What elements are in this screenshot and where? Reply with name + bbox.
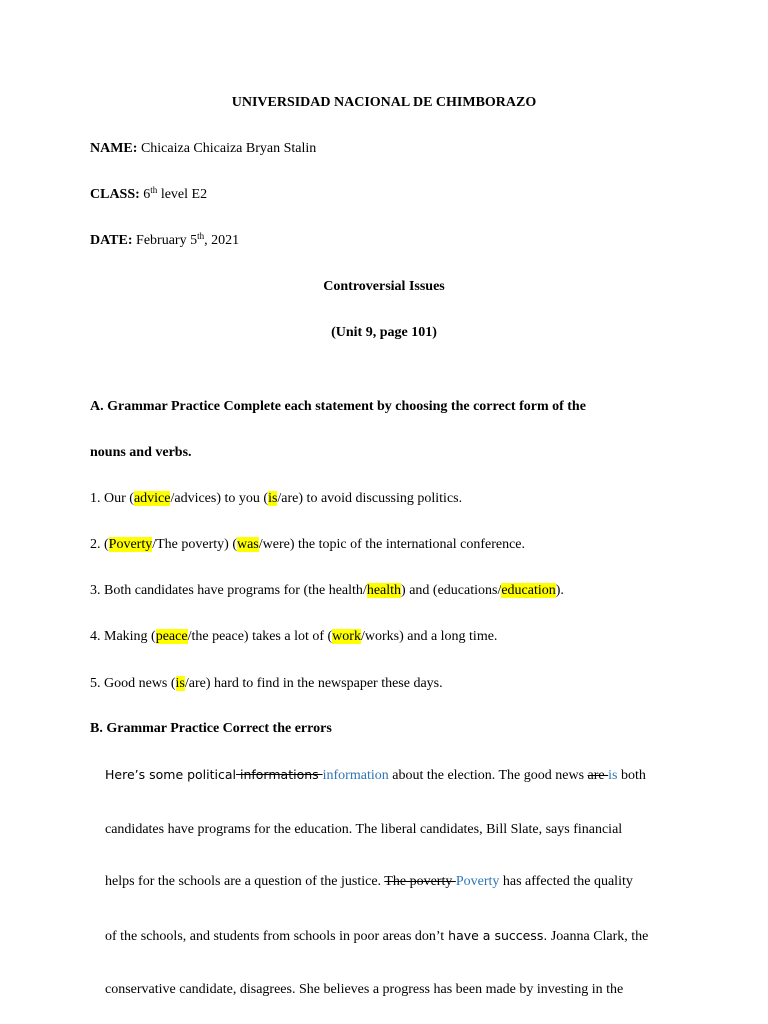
class-superscript: th	[150, 185, 158, 195]
name-label: NAME:	[90, 141, 138, 156]
class-number: 6	[139, 187, 151, 202]
correction-text: is	[608, 768, 618, 783]
item-text: /are) to avoid discussing politics.	[277, 491, 463, 506]
highlighted-answer: work	[332, 629, 361, 644]
date-line	[90, 232, 239, 250]
section-a-heading-line1: A. Grammar Practice Complete each statement by choosing the correct form of the	[90, 399, 586, 414]
section-b-heading: B. Grammar Practice Correct the errors	[90, 721, 332, 736]
highlighted-answer: Poverty	[108, 537, 153, 552]
item-text: 4. Making (	[90, 629, 156, 644]
class-rest: level E2	[157, 187, 208, 202]
paragraph-text: of the schools, and students from schools in poor areas don’t	[105, 929, 445, 944]
struck-text: informations	[236, 767, 323, 782]
item-text: 5. Good news (	[90, 676, 176, 691]
item-text: /works) and a long time.	[360, 629, 498, 644]
date-label: DATE:	[90, 233, 133, 248]
item-text: /the peace) takes a lot of (	[187, 629, 333, 644]
item-text: /were) the topic of the international conference.	[258, 537, 526, 552]
item-text: /advices) to you (	[170, 491, 269, 506]
item-text: /are) hard to find in the newspaper these days.	[184, 676, 443, 691]
exercise-item-5	[90, 675, 443, 693]
university-title: UNIVERSIDAD NACIONAL DE CHIMBORAZO	[231, 95, 537, 110]
paragraph-line-4	[105, 927, 648, 946]
paragraph-text: helps for the schools are a question of the justice.	[105, 874, 385, 889]
document-title: Controversial Issues	[323, 279, 445, 294]
highlighted-answer: education	[501, 583, 556, 598]
exercise-item-3	[90, 582, 564, 600]
struck-text: The poverty	[384, 874, 456, 889]
highlighted-answer: is	[268, 491, 278, 506]
name-value: Chicaiza Chicaiza Bryan Stalin	[137, 141, 317, 156]
paragraph-text: has affected the quality	[499, 874, 633, 889]
item-text: ) and (educations/	[401, 583, 502, 598]
exercise-item-4	[90, 628, 497, 646]
highlighted-answer: peace	[155, 629, 188, 644]
paragraph-line-3	[105, 873, 633, 891]
item-text: ).	[555, 583, 564, 598]
correction-text: Poverty	[455, 874, 500, 889]
highlighted-answer: health	[366, 583, 402, 598]
paragraph-text: Joanna Clark, the	[547, 929, 649, 944]
class-line	[90, 186, 207, 204]
date-superscript: th	[197, 231, 205, 241]
date-year: , 2021	[204, 233, 240, 248]
item-text: /The poverty) (	[152, 537, 237, 552]
highlighted-answer: is	[175, 676, 185, 691]
paragraph-text: both	[617, 768, 646, 783]
section-a-heading-line2: nouns and verbs.	[90, 445, 192, 460]
exercise-item-2	[90, 536, 525, 554]
paragraph-line-2: candidates have programs for the education. The liberal candidates, Bill Slate, says financial	[105, 822, 623, 837]
date-value: February 5	[132, 233, 198, 248]
item-text: 1. Our (	[90, 491, 134, 506]
name-line	[90, 140, 316, 158]
paragraph-line-5: conservative candidate, disagrees. She believes a progress has been made by investing in the	[105, 982, 624, 997]
paragraph-text: Here’s some political	[105, 767, 237, 782]
exercise-item-1	[90, 490, 462, 508]
highlighted-answer: was	[236, 537, 259, 552]
struck-text: are	[587, 768, 609, 783]
correction-text: information	[322, 768, 389, 783]
document-subtitle: (Unit 9, page 101)	[331, 325, 437, 340]
item-text: 2. (	[90, 537, 109, 552]
class-label: CLASS:	[90, 187, 140, 202]
paragraph-text: about the election. The good news	[388, 768, 588, 783]
paragraph-text: have a success.	[444, 928, 548, 943]
paragraph-line-1	[105, 766, 646, 785]
highlighted-answer: advice	[133, 491, 171, 506]
item-text: 3. Both candidates have programs for (the health/	[90, 583, 367, 598]
